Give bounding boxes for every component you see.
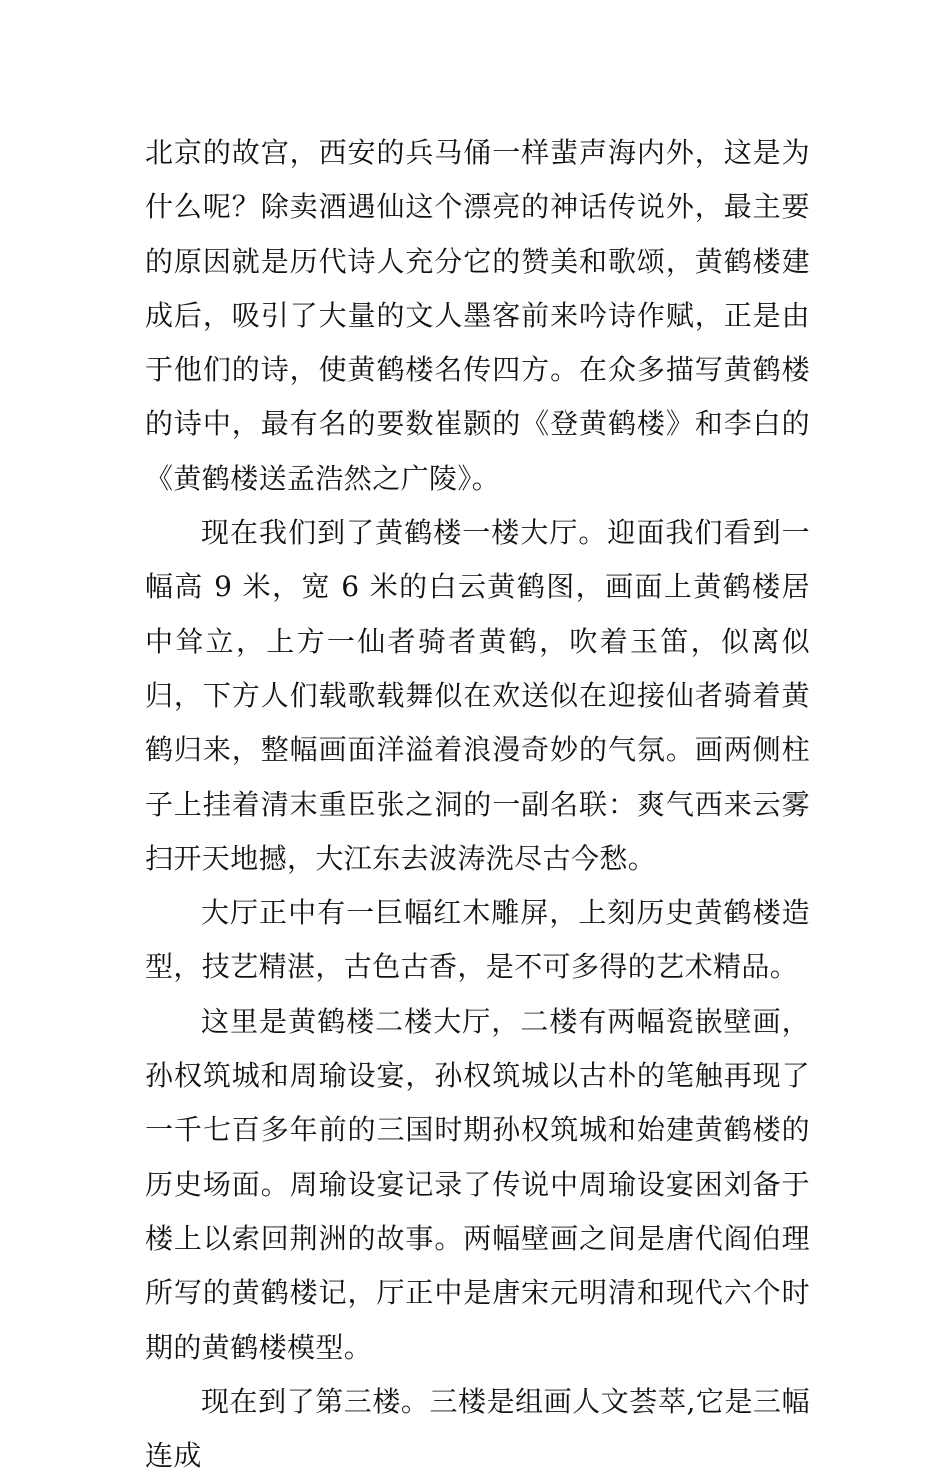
document-body xyxy=(145,126,810,1483)
paragraph-1: 北京的故宫，西安的兵马俑一样蜚声海内外，这是为什么呢？除卖酒遇仙这个漂亮的神话传说外，最主要的原因就是历代诗人充分它的赞美和歌颂，黄鹤楼建成后，吸引了大量的文人墨客前来吟诗作赋，正是由于他们的诗，使黄鹤楼名传四方。在众多描写黄鹤楼的诗中，最有名的要数崔颢的《登黄鹤楼》和李白的《黄鹤楼送孟浩然之广陵》。 xyxy=(145,136,810,495)
paragraph-3: 大厅正中有一巨幅红木雕屏，上刻历史黄鹤楼造型，技艺精湛，古色古香，是不可多得的艺术精品。 xyxy=(145,896,810,984)
paragraph-5: 现在到了第三楼。三楼是组画人文荟萃,它是三幅连成 xyxy=(145,1384,810,1473)
paragraph-2: 现在我们到了黄鹤楼一楼大厅。迎面我们看到一幅高 9 米，宽 6 米的白云黄鹤图，画面上黄鹤楼居中耸立，上方一仙者骑者黄鹤，吹着玉笛，似离似归，下方人们载歌载舞似在欢送似在迎接仙者骑着黄鹤归来，整幅画面洋溢着浪漫奇妙的气氛。画两侧柱子上挂着清末重臣张之洞的一副名联：爽气西来云雾扫开天地撼，大江东去波涛洗尽古今愁。 xyxy=(145,516,810,875)
paragraph-4: 这里是黄鹤楼二楼大厅，二楼有两幅瓷嵌壁画，孙权筑城和周瑜设宴，孙权筑城以古朴的笔触再现了一千七百多年前的三国时期孙权筑城和始建黄鹤楼的历史场面。周瑜设宴记录了传说中周瑜设宴困刘备于楼上以索回荆洲的故事。两幅壁画之间是唐代阎伯理所写的黄鹤楼记，厅正中是唐宋元明清和现代六个时期的黄鹤楼模型。 xyxy=(145,1004,810,1364)
